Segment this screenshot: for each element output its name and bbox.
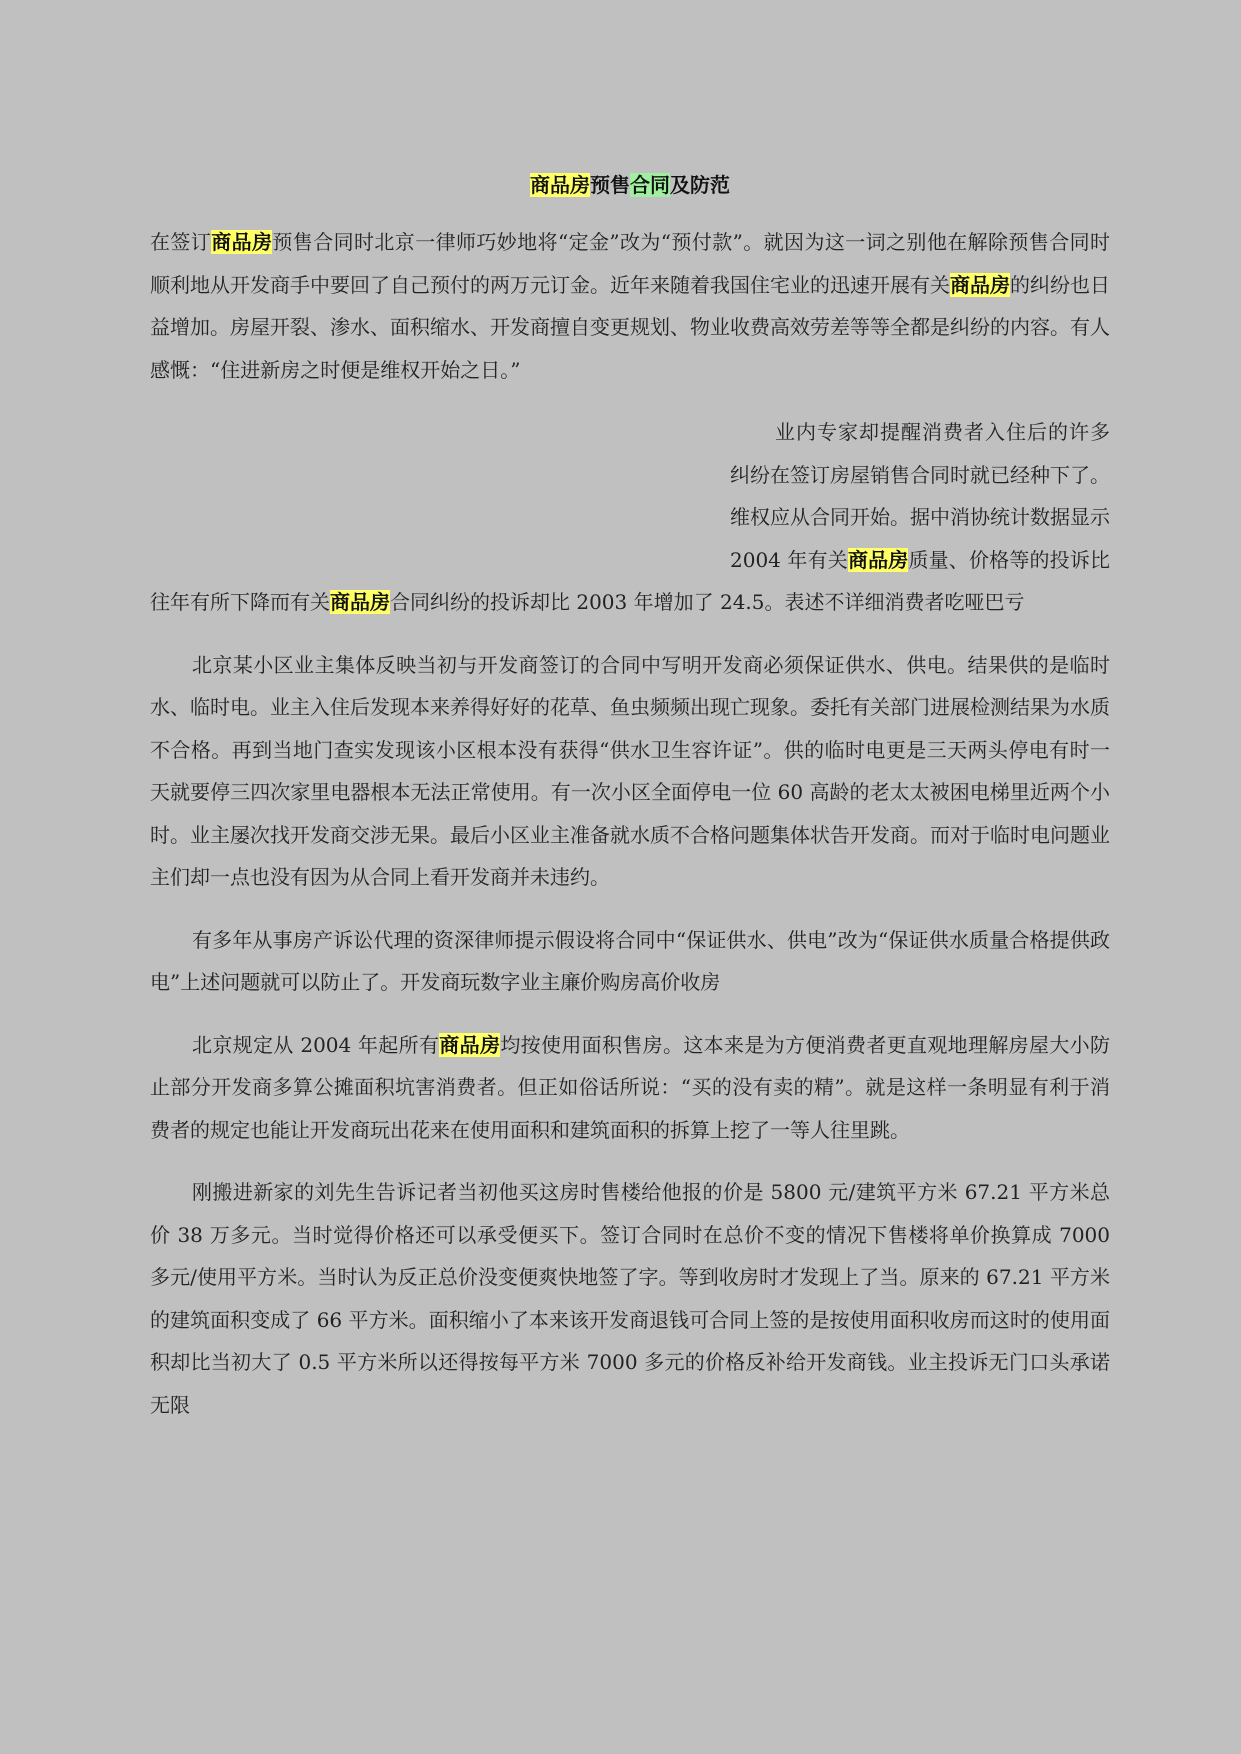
paragraph-4 (150, 919, 1110, 1004)
highlight-keyword: 商品房 (950, 272, 1010, 297)
paragraph-2 (150, 411, 1110, 624)
highlight-keyword: 商品房 (211, 230, 273, 254)
highlight-keyword: 商品房 (530, 173, 590, 197)
paragraph-text: 北京某小区业主集体反映当初与开发商签订的合同中写明开发商必须保证供水、供电。结果供的是临时水、临时电。业主入住后发现本来养得好好的花草、鱼虫频频出现亡现象。委托有关部门进展检测结果为水质不合格。再到当地门查实发现该小区根本没有获得“供水卫生容许证”。供的临时电更是三天两头停电有时一天就要停三四次家里电器根本无法正常使用。有一次小区全面停电一位 60 高龄的老太太被困电梯里近两个小时。业主屡次找开发商交涉无果。最后小区业主准备就水质不合格问题集体状告开发商。而对于临时电问题业主们却一点也没有因为从合同上看开发商并未违约。 (150, 652, 1110, 889)
paragraph-6 (150, 1171, 1110, 1426)
paragraph-text: 质量、价格等的投诉比往年有所下降而有关 (150, 547, 1111, 614)
highlight-keyword-green: 合同 (630, 173, 670, 197)
paragraph-3 (150, 644, 1110, 899)
paragraph-text: 业内专家却提醒消费者入住后的许多纠纷在签订房屋销售合同时就已经种下了。维权应从合同开始。据中消协统计数据显示 2004 年有关 (730, 420, 1110, 572)
paragraph-text: 均按使用面积售房。这本来是为方便消费者更直观地理解房屋大小防止部分开发商多算公摊面积坑害消费者。但正如俗话所说：“买的没有卖的精”。就是这样一条明显有利于消费者的规定也能让开发商玩出花来在使用面积和建筑面积的拆算上挖了一等人往里跳。 (150, 1032, 1111, 1142)
paragraph-text: 合同纠纷的投诉却比 2003 年增加了 24.5。表述不详细消费者吃哑巴亏 (390, 590, 1025, 614)
paragraph-text: 的纠纷也日益增加。房屋开裂、渗水、面积缩水、开发商擅自变更规划、物业收费高效劳差等等全都是纠纷的内容。有人感慨：“住进新房之时便是维权开始之日。” (150, 272, 1110, 382)
paragraph-text: 北京规定从 2004 年起所有 (192, 1032, 440, 1057)
image-placeholder-space (150, 411, 730, 581)
paragraph-text: 预售合同时北京一律师巧妙地将“定金”改为“预付款”。就因为这一词之别他在解除预售合同时顺利地从开发商手中要回了自己预付的两万元订金。近年来随着我国住宅业的迅速开展有关 (150, 230, 1111, 297)
highlight-keyword: 商品房 (439, 1032, 501, 1057)
paragraph-5 (150, 1024, 1110, 1152)
paragraph-text: 有多年从事房产诉讼代理的资深律师提示假设将合同中“保证供水、供电”改为“保证供水质量合格提供政电”上述问题就可以防止了。开发商玩数字业主廉价购房高价收房 (150, 927, 1110, 994)
title-text: 预售 (590, 173, 630, 197)
page-title (150, 168, 1110, 202)
paragraph-text: 在签订 (150, 230, 212, 254)
paragraph-text: 刚搬进新家的刘先生告诉记者当初他买这房时售楼给他报的价是 5800 元/建筑平方米 67.21 平方米总价 38 万多元。当时觉得价格还可以承受便买下。签订合同时在总价不变的情况下售楼将单价换算成 7000 多元/使用平方米。当时认为反正总价没变便爽快地签了字。等到收房时才发现上了当。原来的 67.21 平方米的建筑面积变成了 66 平方米。面积缩小了本来该开发商退钱可合同上签的是按使用面积收房而这时的使用面积却比当初大了 0.5 平方米所以还得按每平方米 7000 多元的价格反补给开发商钱。业主投诉无门口头承诺无限 (150, 1180, 1110, 1417)
paragraph-1 (150, 221, 1110, 391)
title-text: 及防范 (670, 173, 730, 197)
highlight-keyword: 商品房 (330, 590, 390, 614)
highlight-keyword: 商品房 (847, 547, 909, 572)
document-page (150, 168, 1110, 1446)
